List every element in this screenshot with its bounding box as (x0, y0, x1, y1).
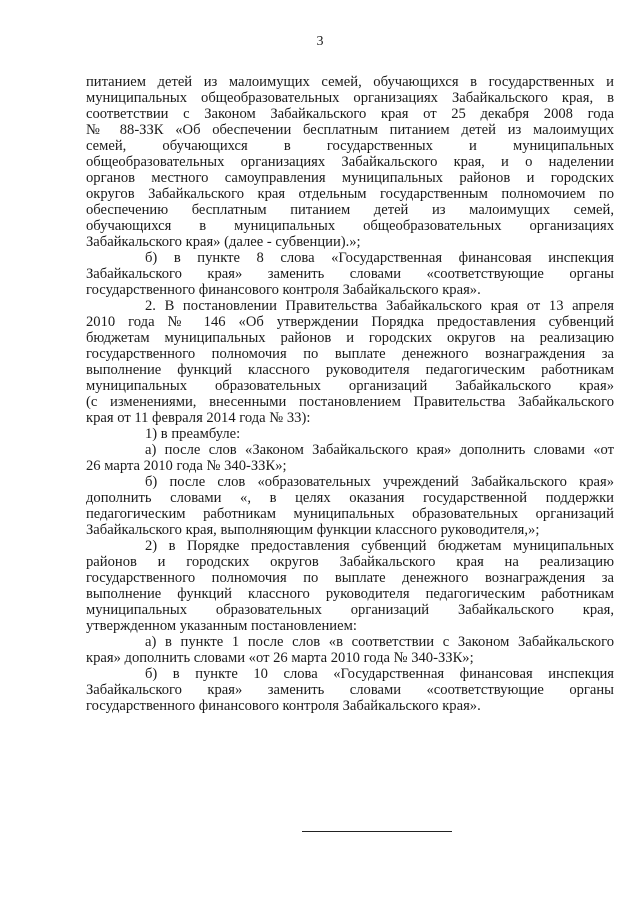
text-line: районов и городских округов Забайкальского края на реализацию (86, 554, 614, 570)
text-line: края от 11 февраля 2014 года № 33): (86, 410, 311, 426)
text-line: государственного финансового контроля Забайкальского края». (86, 282, 481, 298)
text-line: (с изменениями, внесенными постановлением Правительства Забайкальского (86, 394, 614, 410)
text-line: выполнение функций классного руководителя педагогическим работникам (86, 362, 614, 378)
text-line: семей, обучающихся в государственных и муниципальных (86, 138, 614, 154)
text-line: государственного полномочия по выплате денежного вознаграждения за (86, 346, 614, 362)
text-line: государственного полномочия по выплате денежного вознаграждения за (86, 570, 614, 586)
text-line: 1) в преамбуле: (145, 426, 241, 442)
text-line: государственного финансового контроля Забайкальского края». (86, 698, 481, 714)
text-line: дополнить словами «, в целях оказания государственной поддержки (86, 490, 614, 506)
text-line: общеобразовательных организациях Забайкальского края, и о наделении (86, 154, 614, 170)
text-line: обеспечению бесплатным питанием детей из малоимущих семей, (86, 202, 614, 218)
text-line: педагогическим работникам муниципальных образовательных организаций (86, 506, 614, 522)
text-line: 2. В постановлении Правительства Забайкальского края от 13 апреля (145, 298, 614, 314)
text-line: № 88-ЗЗК «Об обеспечении бесплатным питанием детей из малоимущих (86, 122, 614, 138)
text-line: органов местного самоуправления муниципальных районов и городских (86, 170, 614, 186)
text-line: Забайкальского края» заменить словами «соответствующие органы (86, 266, 614, 282)
text-line: соответствии с Законом Забайкальского края от 25 декабря 2008 года (86, 106, 614, 122)
text-line: 2) в Порядке предоставления субвенций бюджетам муниципальных (145, 538, 614, 554)
page-number: 3 (316, 34, 324, 49)
text-line: бюджетам муниципальных районов и городских округов на реализацию (86, 330, 614, 346)
text-line: питанием детей из малоимущих семей, обучающихся в государственных и (86, 74, 614, 90)
end-separator-line (302, 831, 452, 832)
text-line: выполнение функций классного руководителя педагогическим работникам (86, 586, 614, 602)
text-line: утвержденном указанным постановлением: (86, 618, 357, 634)
text-line: муниципальных образовательных организаций Забайкальского края» (86, 378, 614, 394)
text-line: 2010 года № 146 «Об утверждении Порядка предоставления субвенций (86, 314, 614, 330)
text-line: обучающихся в муниципальных общеобразовательных организациях (86, 218, 614, 234)
text-line: Забайкальского края» (далее - субвенции).»; (86, 234, 361, 250)
text-line: муниципальных образовательных организаций Забайкальского края, (86, 602, 614, 618)
text-line: а) в пункте 1 после слов «в соответствии с Законом Забайкальского (145, 634, 614, 650)
text-line: Забайкальского края, выполняющим функции классного руководителя,»; (86, 522, 540, 538)
text-line: б) в пункте 10 слова «Государственная финансовая инспекция (145, 666, 614, 682)
text-line: б) после слов «образовательных учреждений Забайкальского края» (145, 474, 614, 490)
text-line: Забайкальского края» заменить словами «соответствующие органы (86, 682, 614, 698)
text-line: б) в пункте 8 слова «Государственная финансовая инспекция (145, 250, 614, 266)
text-line: края» дополнить словами «от 26 марта 2010 года № 340-ЗЗК»; (86, 650, 474, 666)
text-line: муниципальных общеобразовательных организациях Забайкальского края, в (86, 90, 614, 106)
text-line: округов Забайкальского края отдельным государственным полномочием по (86, 186, 614, 202)
text-line: 26 марта 2010 года № 340-ЗЗК»; (86, 458, 287, 474)
text-line: а) после слов «Законом Забайкальского края» дополнить словами «от (145, 442, 614, 458)
